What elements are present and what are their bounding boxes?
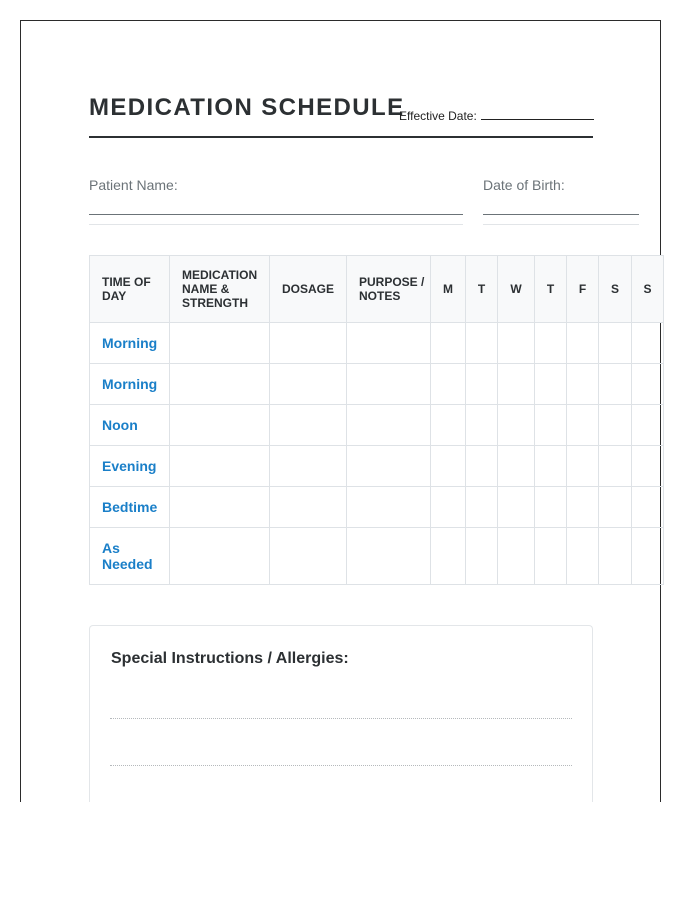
header-day-wednesday: W [498,256,535,323]
day-check-cell[interactable] [632,323,664,364]
table-header-row [90,256,664,323]
patient-name-label: Patient Name: [89,177,178,193]
day-check-cell[interactable] [431,487,466,528]
purpose-cell[interactable] [347,487,431,528]
medication-schedule-table [89,255,664,585]
special-instructions-box [89,625,593,805]
day-check-cell[interactable] [431,528,466,585]
day-check-cell[interactable] [567,364,599,405]
time-of-day-cell: Evening [90,446,170,487]
day-check-cell[interactable] [535,323,567,364]
table-row [90,487,664,528]
day-check-cell[interactable] [431,405,466,446]
day-check-cell[interactable] [567,487,599,528]
header-day-monday: M [431,256,466,323]
document-header [89,92,593,138]
table-row [90,364,664,405]
header-purpose: PURPOSE / NOTES [347,256,431,323]
purpose-cell[interactable] [347,528,431,585]
header-day-friday: F [567,256,599,323]
table-row [90,528,664,585]
day-check-cell[interactable] [466,487,498,528]
day-check-cell[interactable] [632,405,664,446]
day-check-cell[interactable] [599,446,632,487]
medication-cell[interactable] [170,405,270,446]
day-check-cell[interactable] [599,487,632,528]
header-time-of-day: TIME OF DAY [90,256,170,323]
special-instructions-title: Special Instructions / Allergies: [111,650,349,667]
day-check-cell[interactable] [466,528,498,585]
day-check-cell[interactable] [466,364,498,405]
day-check-cell[interactable] [567,446,599,487]
medication-cell[interactable] [170,323,270,364]
effective-date-field[interactable] [399,109,594,123]
purpose-cell[interactable] [347,364,431,405]
date-of-birth-input[interactable] [483,214,639,225]
day-check-cell[interactable] [567,528,599,585]
day-check-cell[interactable] [567,405,599,446]
day-check-cell[interactable] [632,364,664,405]
day-check-cell[interactable] [567,323,599,364]
day-check-cell[interactable] [498,405,535,446]
header-day-saturday: S [599,256,632,323]
header-day-tuesday: T [466,256,498,323]
day-check-cell[interactable] [535,528,567,585]
page-cutoff [0,802,700,900]
table-row [90,446,664,487]
day-check-cell[interactable] [599,364,632,405]
day-check-cell[interactable] [498,323,535,364]
medication-cell[interactable] [170,528,270,585]
medication-cell[interactable] [170,487,270,528]
day-check-cell[interactable] [535,446,567,487]
day-check-cell[interactable] [431,364,466,405]
day-check-cell[interactable] [535,364,567,405]
dosage-cell[interactable] [270,528,347,585]
document-title: MEDICATION SCHEDULE [89,94,405,121]
day-check-cell[interactable] [599,323,632,364]
day-check-cell[interactable] [632,446,664,487]
effective-date-label: Effective Date: [399,109,477,123]
instructions-line-2[interactable] [110,765,572,766]
medication-cell[interactable] [170,446,270,487]
table-row [90,405,664,446]
day-check-cell[interactable] [535,405,567,446]
effective-date-input[interactable] [481,109,594,120]
day-check-cell[interactable] [466,323,498,364]
dosage-cell[interactable] [270,405,347,446]
day-check-cell[interactable] [431,323,466,364]
day-check-cell[interactable] [599,528,632,585]
time-of-day-cell: Noon [90,405,170,446]
medication-cell[interactable] [170,364,270,405]
header-dosage: DOSAGE [270,256,347,323]
time-of-day-cell: Bedtime [90,487,170,528]
time-of-day-cell: Morning [90,364,170,405]
day-check-cell[interactable] [599,405,632,446]
purpose-cell[interactable] [347,323,431,364]
header-day-sunday: S [632,256,664,323]
patient-name-input[interactable] [89,214,463,225]
dosage-cell[interactable] [270,323,347,364]
time-of-day-cell: Morning [90,323,170,364]
purpose-cell[interactable] [347,405,431,446]
day-check-cell[interactable] [535,487,567,528]
day-check-cell[interactable] [466,446,498,487]
date-of-birth-label: Date of Birth: [483,177,565,193]
day-check-cell[interactable] [632,487,664,528]
dosage-cell[interactable] [270,487,347,528]
day-check-cell[interactable] [498,528,535,585]
purpose-cell[interactable] [347,446,431,487]
day-check-cell[interactable] [498,446,535,487]
day-check-cell[interactable] [632,528,664,585]
day-check-cell[interactable] [498,364,535,405]
day-check-cell[interactable] [431,446,466,487]
header-medication: MEDICATION NAME & STRENGTH [170,256,270,323]
instructions-line-1[interactable] [110,718,572,719]
dosage-cell[interactable] [270,364,347,405]
dosage-cell[interactable] [270,446,347,487]
time-of-day-cell: As Needed [90,528,170,585]
day-check-cell[interactable] [466,405,498,446]
day-check-cell[interactable] [498,487,535,528]
header-day-thursday: T [535,256,567,323]
table-row [90,323,664,364]
